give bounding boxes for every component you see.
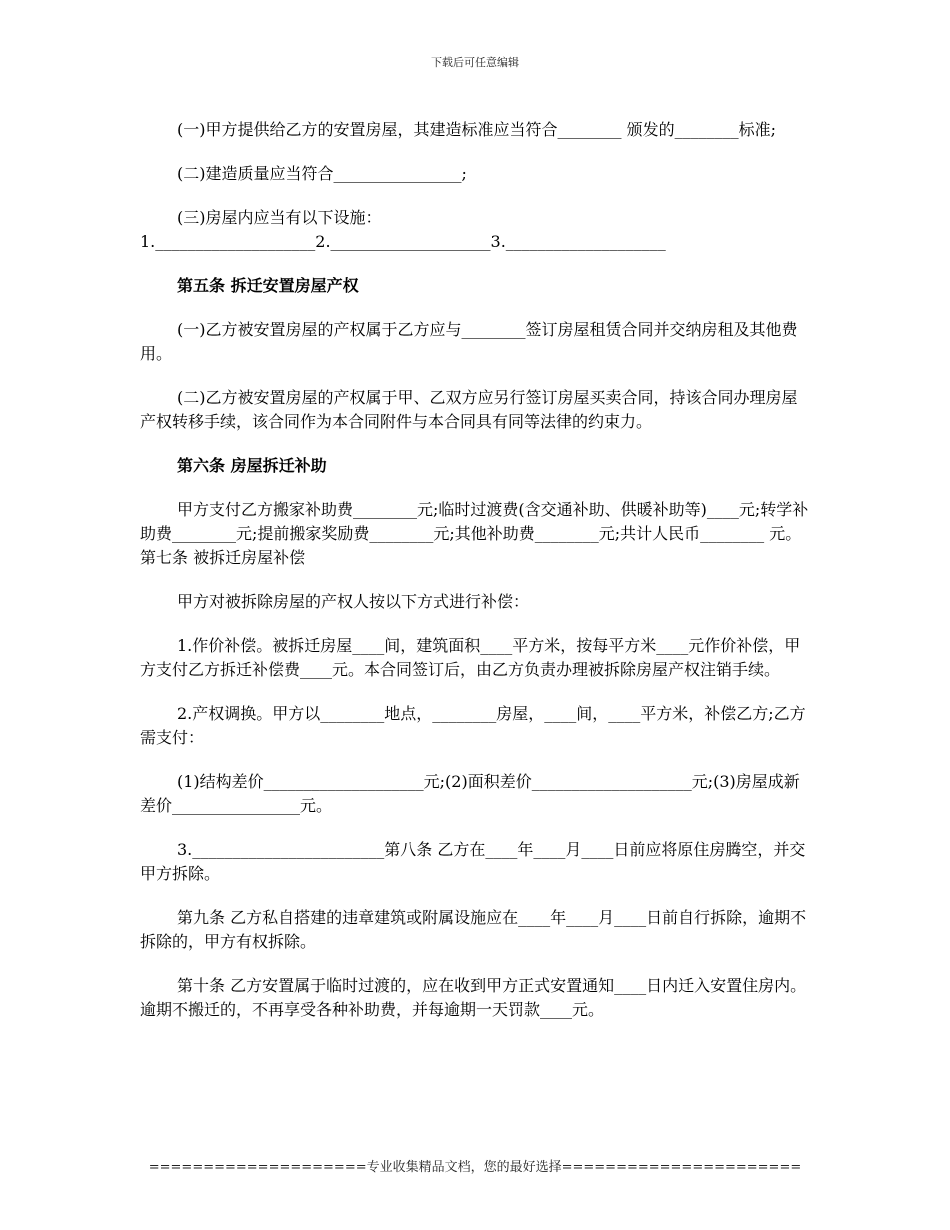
paragraph-article-8: 3.________________________第八条 乙方在____年____月____日前应将原住房腾空，并交甲方拆除。 <box>140 840 806 883</box>
paragraph-article-7-2: 1.作价补偿。被拆迁房屋____间，建筑面积____平方米，按每平方米____元作价补偿，甲方支付乙方拆迁补偿费____元。本合同签订后，由乙方负责办理被拆除房屋产权注销手续。 <box>140 636 801 679</box>
facilities-list: 1.____________________2.____________________3.____________________ <box>140 232 666 251</box>
paragraph-article-5-2: (二)乙方被安置房屋的产权属于甲、乙双方应另行签订房屋买卖合同，持该合同办理房屋产权转移手续，该合同作为本合同附件与本合同具有同等法律的约束力。 <box>140 388 798 431</box>
paragraph-quality: (二)建造质量应当符合________________; <box>177 164 467 183</box>
paragraph-article-7-1: 甲方对被拆除房屋的产权人按以下方式进行补偿： <box>177 592 530 611</box>
page-header: 下载后可任意编辑 <box>431 56 519 69</box>
paragraph-article-7-4: (1)结构差价____________________元;(2)面积差价____________________元;(3)房屋成新差价________________元。 <box>140 772 800 815</box>
paragraph-facilities: (三)房屋内应当有以下设施： <box>177 208 382 227</box>
document-body <box>140 118 812 1042</box>
paragraph-standard: (一)甲方提供给乙方的安置房屋，其建造标准应当符合________ 颁发的________标准; <box>177 120 776 139</box>
paragraph-article-10: 第十条 乙方安置属于临时过渡的，应在收到甲方正式安置通知____日内迁入安置住房内。逾期不搬迁的，不再享受各种补助费，并每逾期一天罚款____元。 <box>140 976 807 1019</box>
paragraph-article-7-3: 2.产权调换。甲方以________地点，________房屋，____间，____平方米，补偿乙方;乙方需支付： <box>140 704 806 747</box>
heading-article-6: 第六条 房屋拆迁补助 <box>177 456 327 475</box>
paragraph-article-6-1: 甲方支付乙方搬家补助费________元;临时过渡费(含交通补助、供暖补助等)____元;转学补助费________元;提前搬家奖励费________元;其他补助费________元;共计人民币________ 元。第七条 被拆迁房屋补偿 <box>140 500 809 567</box>
heading-article-5: 第五条 拆迁安置房屋产权 <box>177 276 359 295</box>
paragraph-article-5-1: (一)乙方被安置房屋的产权属于乙方应与________签订房屋租赁合同并交纳房租及其他费用。 <box>140 320 798 363</box>
paragraph-article-9: 第九条 乙方私自搭建的违章建筑或附属设施应在____年____月____日前自行拆除，逾期不拆除的，甲方有权拆除。 <box>140 908 807 951</box>
page-footer: ====================专业收集精品文档，您的最好选择====================== <box>148 1160 802 1175</box>
